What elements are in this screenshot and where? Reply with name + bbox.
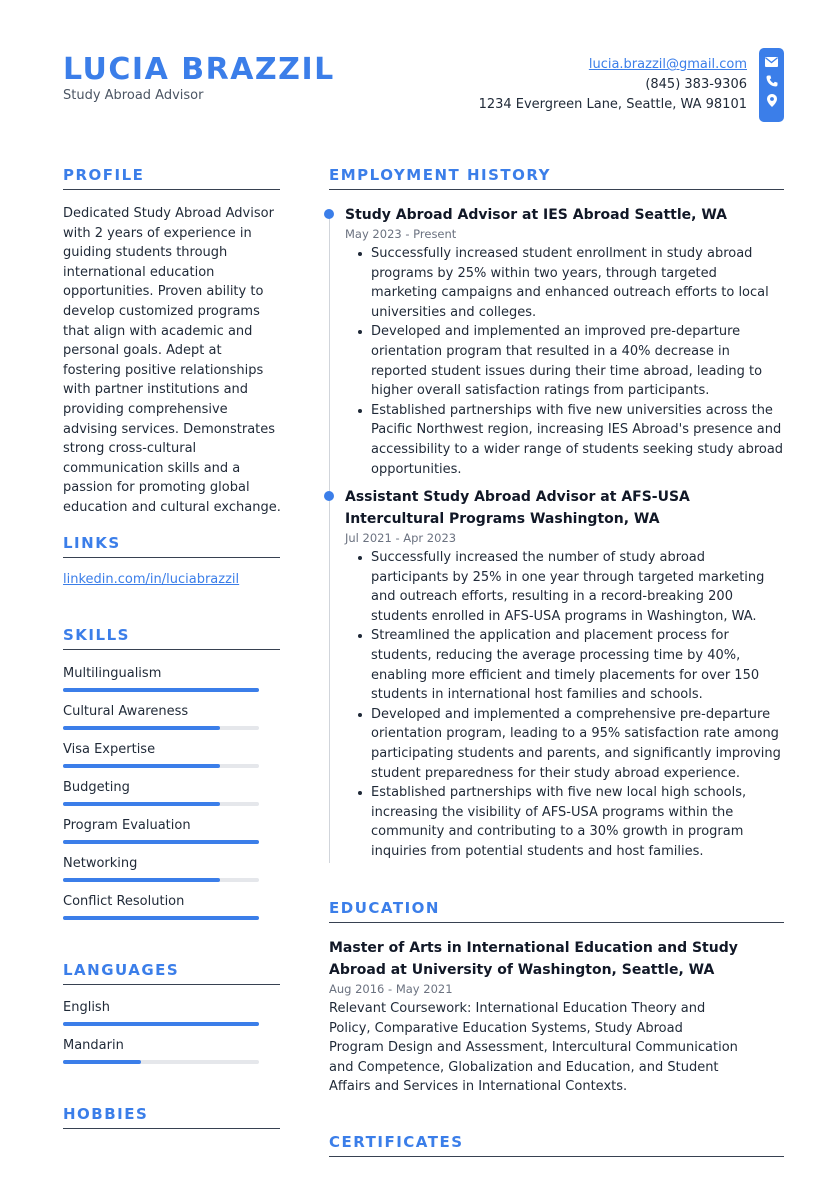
linkedin-link[interactable]: linkedin.com/in/luciabrazzil	[63, 572, 240, 587]
employment-heading: EMPLOYMENT HISTORY	[329, 166, 784, 190]
bullet-item: Established partnerships with five new universities across the Pacific Northwest region, increasing IES Abroad's presence and accessibility to a wider range of students seeking study abroad opportunities.	[345, 401, 785, 479]
skill-item	[63, 856, 259, 882]
envelope-icon	[765, 55, 779, 69]
skill-level-bar	[63, 688, 259, 692]
education-description: Relevant Coursework: International Education Theory and Policy, Comparative Education Systems, Study Abroad Program Design and Assessment, Intercultural Communication and Competence, Globalization and Education, and Student Affairs and Services in International Contexts.	[329, 1001, 738, 1095]
skill-level-fill	[63, 764, 220, 768]
timeline-dot	[324, 491, 334, 501]
skill-level-bar	[63, 764, 259, 768]
skill-name: Budgeting	[63, 780, 130, 795]
bullet-item: Successfully increased student enrollment in study abroad programs by 25% within two years, through targeted marketing campaigns and enhanced outreach efforts to local universities and colleges.	[345, 244, 785, 322]
language-level-fill	[63, 1060, 141, 1064]
skill-item	[63, 780, 259, 806]
candidate-name: LUCIA BRAZZIL	[63, 52, 335, 87]
language-item	[63, 1000, 259, 1026]
education-date: Aug 2016 - May 2021	[329, 982, 453, 996]
skill-item	[63, 818, 259, 844]
candidate-role: Study Abroad Advisor	[63, 88, 204, 103]
address: 1234 Evergreen Lane, Seattle, WA 98101	[478, 97, 747, 112]
job-date: May 2023 - Present	[345, 227, 457, 241]
skill-level-bar	[63, 916, 259, 920]
language-name: Mandarin	[63, 1038, 124, 1053]
languages-heading: LANGUAGES	[63, 961, 280, 985]
skill-level-fill	[63, 840, 259, 844]
timeline-line	[329, 213, 330, 863]
job-entry	[345, 486, 785, 862]
certificates-heading: CERTIFICATES	[329, 1133, 784, 1157]
hobbies-heading: HOBBIES	[63, 1105, 280, 1129]
skill-level-bar	[63, 802, 259, 806]
skill-level-fill	[63, 726, 220, 730]
bullet-item: Established partnerships with five new local high schools, increasing the visibility of AFS-USA programs within the community and contributing to a 30% growth in program inquiries from potential students and host families.	[345, 783, 785, 861]
degree-title: Master of Arts in International Education and Study Abroad at University of Washington, Seattle, WA	[329, 940, 738, 978]
language-name: English	[63, 1000, 110, 1015]
bullet-item: Developed and implemented an improved pre-departure orientation program that resulted in a 40% decrease in reported student issues during their time abroad, leading to higher overall satisfaction ratings from participants.	[345, 322, 785, 400]
job-title: Assistant Study Abroad Advisor at AFS-USA Intercultural Programs Washington, WA	[345, 489, 690, 527]
phone-icon	[765, 74, 779, 88]
skill-level-fill	[63, 688, 259, 692]
job-bullets	[345, 244, 785, 479]
skill-name: Cultural Awareness	[63, 704, 189, 719]
skills-heading: SKILLS	[63, 626, 280, 650]
skill-name: Visa Expertise	[63, 742, 156, 757]
skill-name: Networking	[63, 856, 138, 871]
skill-item	[63, 742, 259, 768]
language-level-fill	[63, 1022, 259, 1026]
skill-name: Conflict Resolution	[63, 894, 185, 909]
bullet-item: Developed and implemented a comprehensive pre-departure orientation program, leading to a 95% satisfaction rate among participating students and parents, and significantly improving student preparedness for their study abroad experience.	[345, 705, 785, 783]
job-title: Study Abroad Advisor at IES Abroad Seattle, WA	[345, 207, 728, 223]
job-date: Jul 2021 - Apr 2023	[345, 531, 457, 545]
skill-name: Program Evaluation	[63, 818, 191, 833]
education-heading: EDUCATION	[329, 899, 784, 923]
language-item	[63, 1038, 259, 1064]
skill-level-fill	[63, 802, 220, 806]
skill-item	[63, 894, 259, 920]
skill-level-bar	[63, 840, 259, 844]
skill-level-bar	[63, 878, 259, 882]
skill-level-fill	[63, 916, 259, 920]
profile-summary: Dedicated Study Abroad Advisor with 2 years of experience in guiding students through international education opportunities. Proven ability to develop customized programs that align with academic and personal goals. Adept at fostering positive relationships with partner institutions and providing comprehensive advising services. Demonstrates strong cross-cultural communication skills and a passion for promoting global education and cultural exchange.	[63, 206, 281, 515]
phone-number: (845) 383-9306	[645, 77, 747, 92]
job-bullets	[345, 548, 785, 862]
links-heading: LINKS	[63, 534, 280, 558]
profile-heading: PROFILE	[63, 166, 280, 190]
email-link[interactable]: lucia.brazzil@gmail.com	[588, 57, 747, 72]
education-entry	[329, 937, 784, 1097]
contact-info	[479, 55, 747, 115]
job-entry	[345, 204, 785, 479]
bullet-item: Successfully increased the number of study abroad participants by 25% in one year through targeted marketing and outreach efforts, resulting in a record-breaking 200 students enrolled in AFS-USA programs in Washington, WA.	[345, 548, 785, 626]
language-level-bar	[63, 1022, 259, 1026]
skill-item	[63, 704, 259, 730]
location-pin-icon	[765, 93, 779, 107]
skill-item	[63, 666, 259, 692]
skill-level-bar	[63, 726, 259, 730]
skill-name: Multilingualism	[63, 666, 162, 681]
skill-level-fill	[63, 878, 220, 882]
bullet-item: Streamlined the application and placement process for students, reducing the average processing time by 40%, enabling more efficient and timely placements for over 150 students in international host families and schools.	[345, 626, 785, 704]
timeline-dot	[324, 209, 334, 219]
language-level-bar	[63, 1060, 259, 1064]
contact-icon-bar	[759, 48, 784, 122]
